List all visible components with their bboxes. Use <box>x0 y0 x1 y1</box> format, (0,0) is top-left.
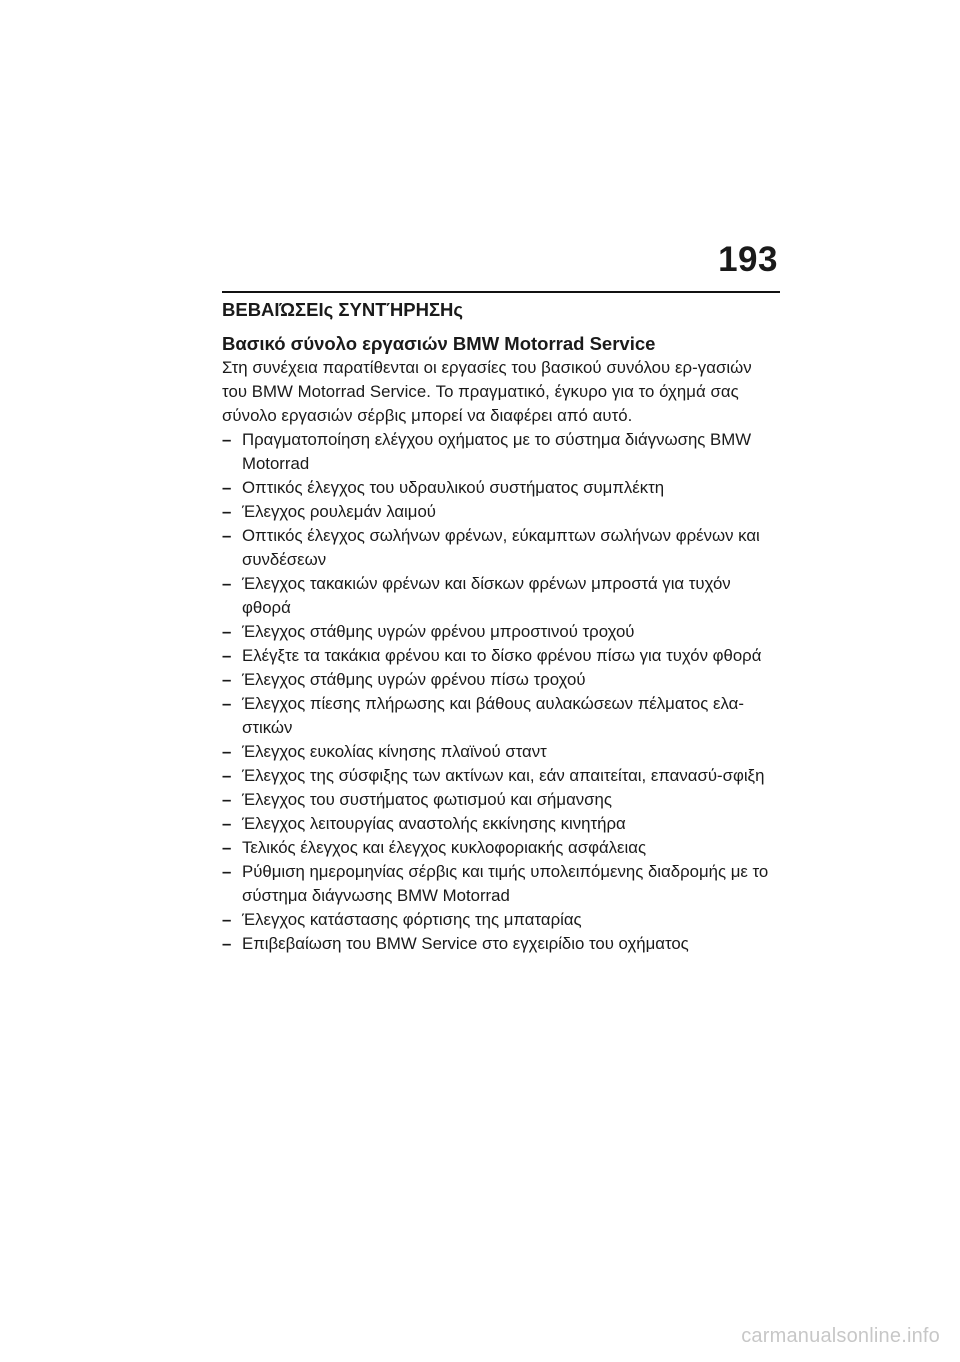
dash-bullet: – <box>222 646 232 665</box>
maintenance-section <box>222 290 780 956</box>
list-item-text: Έλεγχος ρουλεμάν λαιμού <box>242 502 436 521</box>
dash-bullet: – <box>222 766 232 785</box>
list-item <box>222 500 780 524</box>
section-subtitle: Βασικό σύνολο εργασιών BMW Motorrad Service <box>222 333 656 354</box>
list-item <box>222 788 780 812</box>
task-list <box>222 428 780 956</box>
dash-bullet: – <box>222 742 232 761</box>
list-item <box>222 908 780 932</box>
dash-bullet: – <box>222 934 232 953</box>
list-item-text: Ελέγξτε τα τακάκια φρένου και το δίσκο φρένου πίσω για τυχόν φθορά <box>242 646 762 665</box>
list-item <box>222 620 780 644</box>
list-item-text: Έλεγχος στάθμης υγρών φρένου πίσω τροχού <box>242 670 586 689</box>
list-item <box>222 668 780 692</box>
list-item-text: Οπτικός έλεγχος του υδραυλικού συστήματος συμπλέκτη <box>242 478 665 497</box>
list-item-text: Έλεγχος ευκολίας κίνησης πλαϊνού σταντ <box>242 742 547 761</box>
list-item <box>222 836 780 860</box>
list-item <box>222 764 780 788</box>
list-item-text: Τελικός έλεγχος και έλεγχος κυκλοφοριακής ασφάλειας <box>242 838 647 857</box>
list-item-text: Έλεγχος τακακιών φρένων και δίσκων φρένων μπροστά για τυχόν φθορά <box>242 574 731 617</box>
list-item-text: Έλεγχος στάθμης υγρών φρένου μπροστινού τροχού <box>242 622 635 641</box>
list-item-text: Οπτικός έλεγχος σωλήνων φρένων, εύκαμπτων σωλήνων φρένων και συνδέσεων <box>242 526 760 569</box>
page-number: 193 <box>718 240 778 279</box>
intro-paragraph: Στη συνέχεια παρατίθενται οι εργασίες του βασικού συνόλου ερ-γασιών του BMW Motorrad Service. Το πραγματικό, έγκυρο για το όχημά σας σύνολο εργασιών σέρβις μπορεί να διαφέρει από αυτό. <box>222 358 752 425</box>
list-item-text: Έλεγχος πίεσης πλήρωσης και βάθους αυλακώσεων πέλματος ελα-στικών <box>242 694 744 737</box>
list-item-text: Επιβεβαίωση του BMW Service στο εγχειρίδιο του οχήματος <box>242 934 689 953</box>
list-item-text: Έλεγχος του συστήματος φωτισμού και σήμανσης <box>242 790 612 809</box>
list-item <box>222 428 780 476</box>
dash-bullet: – <box>222 862 232 881</box>
list-item-text: Έλεγχος λειτουργίας αναστολής εκκίνησης κινητήρα <box>242 814 626 833</box>
list-item <box>222 692 780 740</box>
dash-bullet: – <box>222 838 232 857</box>
list-item <box>222 860 780 908</box>
list-item <box>222 476 780 500</box>
dash-bullet: – <box>222 502 232 521</box>
dash-bullet: – <box>222 622 232 641</box>
list-item <box>222 644 780 668</box>
list-item <box>222 740 780 764</box>
dash-bullet: – <box>222 478 232 497</box>
dash-bullet: – <box>222 790 232 809</box>
dash-bullet: – <box>222 670 232 689</box>
list-item <box>222 524 780 572</box>
dash-bullet: – <box>222 574 232 593</box>
list-item-text: Ρύθμιση ημερομηνίας σέρβις και τιμής υπολειπόμενης διαδρομής με το σύστημα διάγνωσης BMW Motorrad <box>242 862 769 905</box>
watermark: carmanualsonline.info <box>741 1325 940 1347</box>
list-item-text: Πραγματοποίηση ελέγχου οχήματος με το σύστημα διάγνωσης BMW Motorrad <box>242 430 752 473</box>
dash-bullet: – <box>222 526 232 545</box>
dash-bullet: – <box>222 814 232 833</box>
list-item <box>222 812 780 836</box>
list-item-text: Έλεγχος κατάστασης φόρτισης της μπαταρίας <box>242 910 582 929</box>
dash-bullet: – <box>222 910 232 929</box>
list-item <box>222 572 780 620</box>
list-item-text: Έλεγχος της σύσφιξης των ακτίνων και, εάν απαιτείται, επανασύ-σφιξη <box>242 766 765 785</box>
list-item <box>222 932 780 956</box>
section-title: ΒΕΒΑΙΏΣΕΙς ΣΥΝΤΉΡΗΣΗς <box>222 291 780 325</box>
dash-bullet: – <box>222 430 232 449</box>
dash-bullet: – <box>222 694 232 713</box>
